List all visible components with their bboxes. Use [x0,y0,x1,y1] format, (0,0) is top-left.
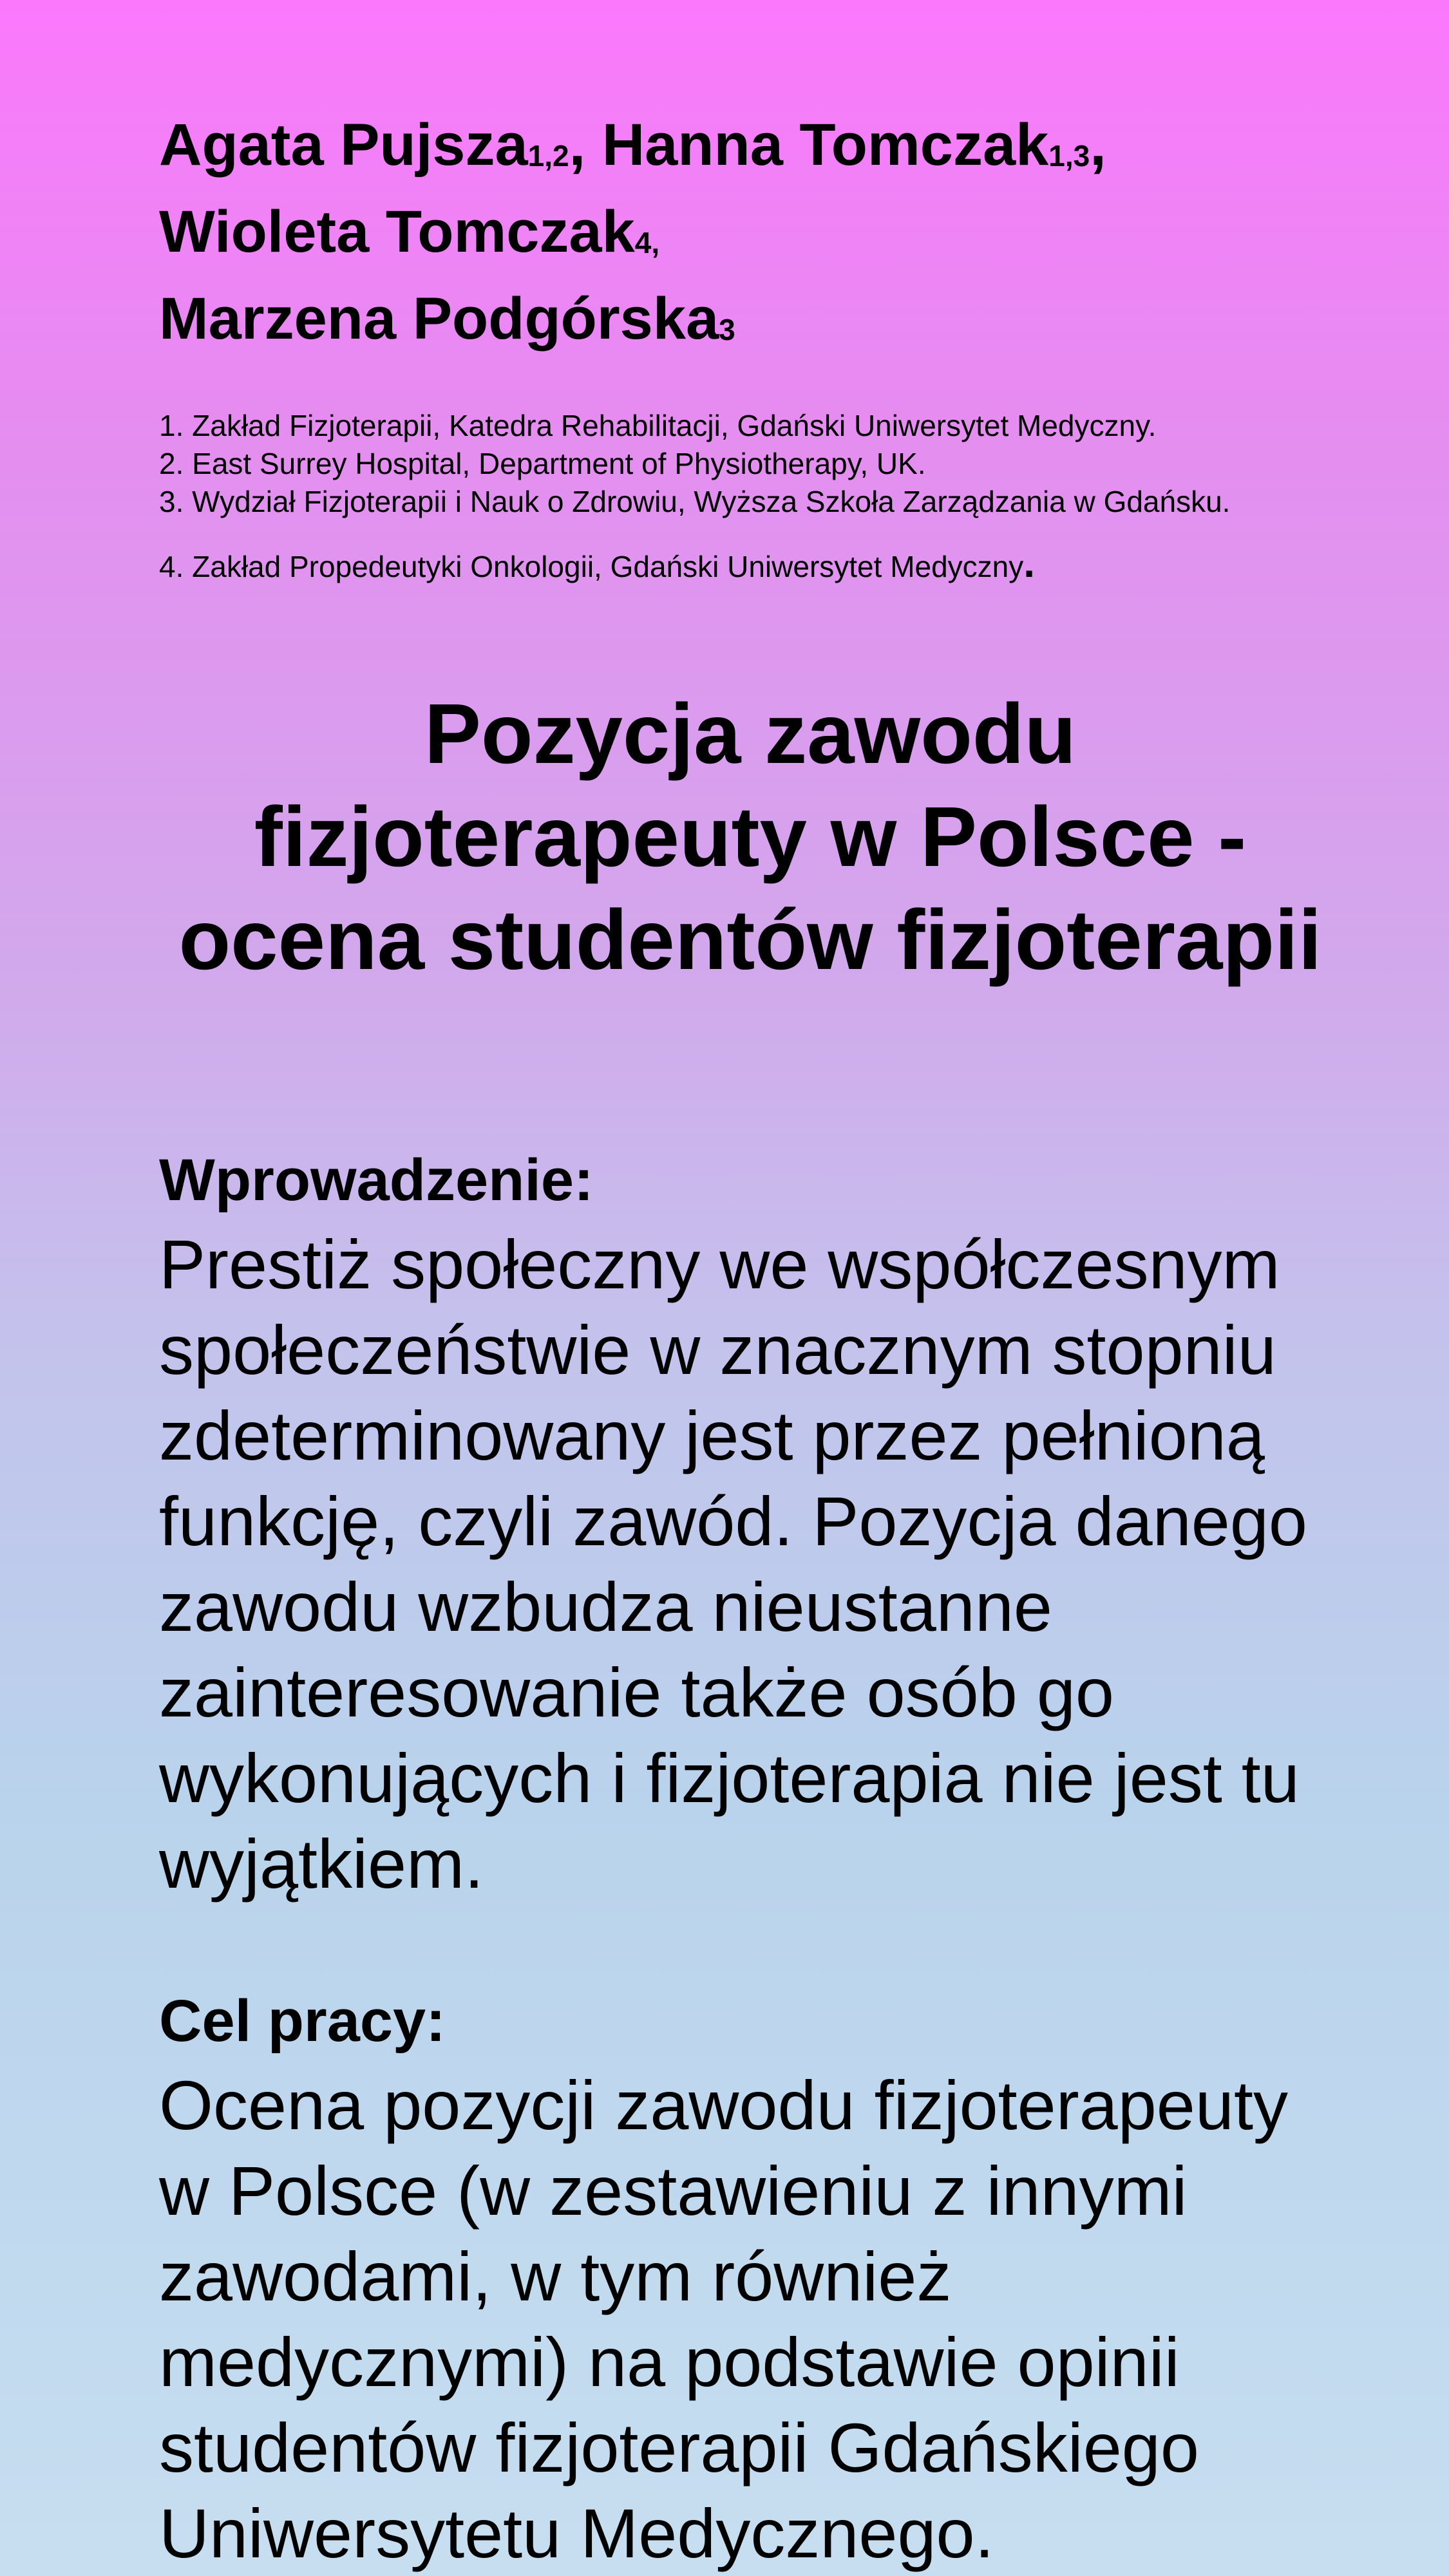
introduction-line: zdeterminowany jest przez pełnioną [159,1396,1265,1474]
introduction-line: wykonujących i fizjoterapia nie jest tu [159,1739,1300,1817]
author-name: Marzena Podgórska [159,286,719,352]
author-line-3 [159,280,1106,367]
author-name: , Hanna Tomczak [569,112,1049,178]
author-affiliation-marker: 3 [719,313,735,346]
affiliation-text: 4. Zakład Propedeutyki Onkologii, Gdański Uniwersytet Medyczny [159,550,1024,583]
author-line-2 [159,193,1106,280]
affiliation-period: . [1023,540,1036,586]
affiliation-item [159,540,1230,586]
author-line-1 [159,106,1106,193]
introduction-line: zawodu wzbudza nieustanne [159,1568,1052,1646]
author-name: Wioleta Tomczak [159,199,635,265]
goal-line: Ocena pozycji zawodu fizjoterapeuty [159,2066,1288,2144]
affiliation-item: 2. East Surrey Hospital, Department of Physiotherapy, UK. [159,447,926,480]
author-name: Agata Pujsza [159,112,528,178]
poster-title [159,682,1341,992]
title-line: fizjoterapeuty w Polsce - [254,789,1247,884]
goal-heading: Cel pracy: [159,1988,446,2054]
introduction-line: zainteresowanie także osób go [159,1653,1114,1731]
author-affiliation-marker: 1,3 [1048,139,1090,173]
introduction-line: Prestiż społeczny we współczesnym [159,1225,1280,1303]
goal-line: zawodami, w tym również [159,2237,952,2315]
title-line: ocena studentów fizjoterapii [178,892,1322,987]
author-affiliation-marker: 4, [634,226,660,259]
affiliation-item: 3. Wydział Fizjoterapii i Nauk o Zdrowiu, Wyższa Szkoła Zarządzania w Gdańsku. [159,485,1231,518]
introduction-text [159,1221,1307,1906]
affiliation-list [159,407,1230,586]
goal-line: studentów fizjoterapii Gdańskiego [159,2409,1199,2487]
introduction-heading: Wprowadzenie: [159,1147,594,1213]
author-list [159,106,1106,367]
title-line: Pozycja zawodu [424,686,1077,781]
affiliation-item: 1. Zakład Fizjoterapii, Katedra Rehabilitacji, Gdański Uniwersytet Medyczny. [159,409,1157,442]
goal-line: Uniwersytetu Medycznego. [159,2494,994,2572]
introduction-line: wyjątkiem. [159,1825,484,1903]
introduction-line: społeczeństwie w znacznym stopniu [159,1311,1276,1389]
author-separator: , [1090,112,1106,178]
goal-line: medycznymi) na podstawie opinii [159,2323,1180,2401]
author-affiliation-marker: 1,2 [527,139,569,173]
introduction-line: funkcję, czyli zawód. Pozycja danego [159,1482,1307,1560]
goal-line: w Polsce (w zestawieniu z innymi [159,2152,1188,2230]
goal-text [159,2062,1288,2576]
